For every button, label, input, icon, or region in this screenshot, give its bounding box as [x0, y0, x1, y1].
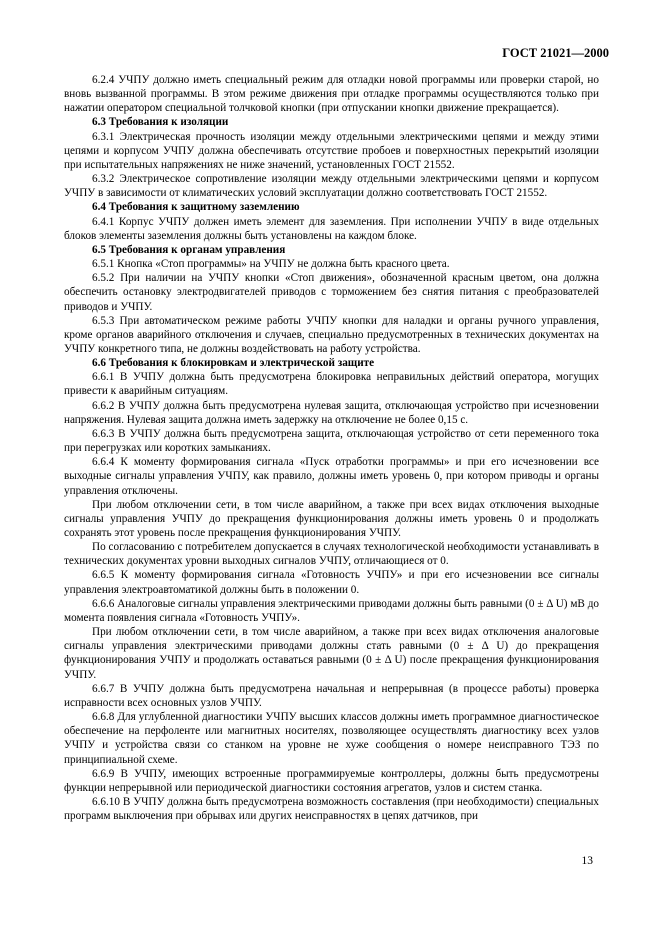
paragraph: 6.6.5 К моменту формирования сигнала «Готовность УЧПУ» и при его исчезновении все сигналы управления электроавтоматикой должны быть в положении 0.: [64, 569, 599, 596]
paragraph: 6.6.6 Аналоговые сигналы управления электрическими приводами должны быть равными (0 ± Δ U) мВ до момента появления сигнала «Готовность УЧПУ».: [64, 597, 599, 624]
paragraph: 6.6.8 Для углубленной диагностики УЧПУ высших классов должны иметь программное диагностическое обеспечение на перфоленте или магнитных носителях, позволяющее осуществлять диагностику всех узлов УЧПУ и устройства связи со станком на уровне не хуже сообщения о номере неисправного ТЭЗ по принципиальной схеме.: [64, 711, 599, 766]
paragraph: 6.6.3 В УЧПУ должна быть предусмотрена защита, отключающая устройство от сети переменного тока при перегрузках или коротких замыканиях.: [64, 427, 599, 455]
paragraph: 6.5.2 При наличии на УЧПУ кнопки «Стоп движения», обозначенной красным цветом, она должна обеспечить остановку электродвигателей приводов с торможением без снятия питания с преобразователей приводов и УЧПУ.: [64, 272, 599, 313]
paragraph: 6.6.4 К моменту формирования сигнала «Пуск отработки программы» и при его исчезновении все выходные сигналы управления УЧПУ, как правило, должны иметь уровень 0, при котором приводы и органы управления отключены.: [64, 456, 599, 497]
section-heading: 6.4 Требования к защитному заземлению: [92, 201, 300, 214]
paragraph: 6.3.1 Электрическая прочность изоляции между отдельными электрическими цепями и между этими цепями и корпусом УЧПУ должна обеспечивать отсутствие пробоев и поверхностных перекрытий изоляции при испытательных напряжениях не ниже значений, установленных ГОСТ 21552.: [64, 130, 599, 171]
paragraph: 6.6.9 В УЧПУ, имеющих встроенные программируемые контроллеры, должны быть предусмотрены функции непрерывной или периодической диагностики состояния агрегатов, узлов и систем станка.: [64, 767, 599, 794]
paragraph: 6.5.1 Кнопка «Стоп программы» на УЧПУ не должна быть красного цвета.: [92, 258, 450, 271]
paragraph: 6.6.7 В УЧПУ должна быть предусмотрена начальная и непрерывная (в процессе работы) проверка исправности всех основных узлов УЧПУ.: [64, 682, 599, 709]
paragraph: 6.2.4 УЧПУ должно иметь специальный режим для отладки новой программы или проверки старой, но вновь вызванной программы. В этом режиме движения при отладке программы осуществляются только при нажатии оператором специальной толчковой кнопки (при отпускании кнопки движение прекращается).: [64, 74, 599, 115]
paragraph: 6.6.2 В УЧПУ должна быть предусмотрена нулевая защита, отключающая устройство при исчезновении напряжения. Нулевая защита должна иметь задержку на отключение не более 0,15 с.: [64, 399, 599, 426]
paragraph: 6.5.3 При автоматическом режиме работы УЧПУ кнопки для наладки и органы ручного управления, кроме органов аварийного отключения и случаев, специально предусмотренных в технических документах на УЧПУ конкретного типа, не должны воздействовать на работу устройства.: [64, 314, 599, 355]
paragraph: 6.6.1 В УЧПУ должна быть предусмотрена блокировка неправильных действий оператора, могущих привести к аварийным ситуациям.: [64, 371, 599, 398]
paragraph: 6.6.10 В УЧПУ должна быть предусмотрена возможность составления (при необходимости) специальных программ выключения при обрывах или других неисправностях в цепях датчиков, при: [64, 795, 599, 823]
paragraph: По согласованию с потребителем допускается в случаях технологической необходимости устанавливать в технических документах уровни выходных сигналов УЧПУ, отличающиеся от 0.: [64, 541, 599, 568]
page-number: 13: [581, 855, 593, 867]
section-heading: 6.6 Требования к блокировкам и электрической защите: [92, 357, 375, 370]
section-heading: 6.5 Требования к органам управления: [92, 243, 286, 256]
paragraph: При любом отключении сети, в том числе аварийном, а также при всех видах отключения выходные сигналы управления УЧПУ до прекращения функционирования должны иметь уровень 0 и продолжать сохранять этот уровень после прекращения функционирования УЧПУ.: [64, 498, 599, 539]
paragraph: 6.3.2 Электрическое сопротивление изоляции между отдельными электрическими цепями и корпусом УЧПУ в зависимости от климатических условий эксплуатации должно соответствовать ГОСТ 21552.: [64, 173, 599, 200]
document-header: ГОСТ 21021—2000: [502, 46, 609, 60]
document-body: [64, 73, 599, 823]
paragraph: 6.4.1 Корпус УЧПУ должен иметь элемент для заземления. При исполнении УЧПУ в виде отдельных блоков элементы заземления должны быть установлены на каждом блоке.: [64, 215, 599, 242]
paragraph: При любом отключении сети, в том числе аварийном, а также при всех видах отключения аналоговые сигналы управления электрическими приводами должны стать равными (0 ± Δ U) до прекращения функционирования УЧПУ и продолжать оставаться равными (0 ± Δ U) после прекращения функционирования УЧПУ.: [64, 626, 599, 681]
section-heading: 6.3 Требования к изоляции: [92, 116, 229, 129]
